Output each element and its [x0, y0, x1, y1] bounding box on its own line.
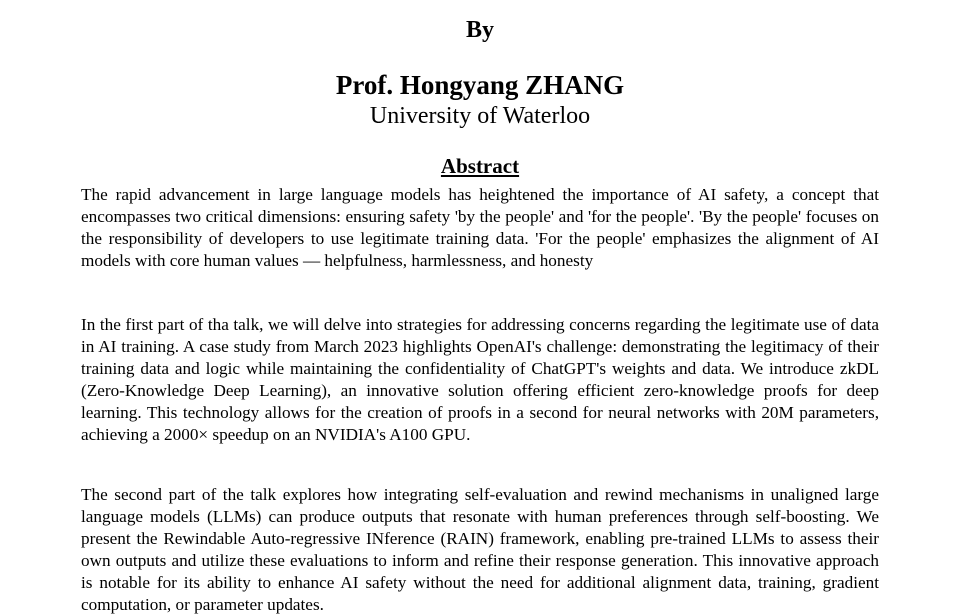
abstract-paragraph-1: The rapid advancement in large language models has heightened the importance of AI safety, a concept that encompasses two critical dimensions: ensuring safety 'by the people' and 'for the people'. 'By the people' focuses on the responsibility of developers to use legitimate training data. 'For the people' emphasizes the alignment of AI models with core human values — helpfulness, harmlessness, and honesty [81, 185, 879, 270]
author-affiliation: University of Waterloo [369, 103, 591, 129]
abstract-paragraph-3: The second part of the talk explores how integrating self-evaluation and rewind mechanisms in unaligned large language models (LLMs) can produce outputs that resonate with human preferences through self-boosting. We present the Rewindable Auto-regressive INference (RAIN) framework, enabling pre-trained LLMs to assess their own outputs and utilize these evaluations to inform and refine their response generation. This innovative approach is notable for its ability to enhance AI safety without the need for additional alignment data, training, gradient computation, or parameter updates. [81, 485, 879, 614]
abstract-paragraph-2: In the first part of tha talk, we will delve into strategies for addressing concerns regarding the legitimate use of data in AI training. A case study from March 2023 highlights OpenAI's challenge: demonstrating the legitimacy of their training data and logic while maintaining the confidentiality of ChatGPT's weights and data. We introduce zkDL (Zero-Knowledge Deep Learning), an innovative solution offering efficient zero-knowledge proofs for deep learning. This technology allows for the creation of proofs in a second for neural networks with 20M parameters, achieving a 2000× speedup on an NVIDIA's A100 GPU. [81, 315, 879, 444]
author-name: Prof. Hongyang ZHANG [335, 70, 625, 100]
by-line: By [465, 17, 494, 43]
abstract-heading: Abstract [440, 154, 520, 178]
